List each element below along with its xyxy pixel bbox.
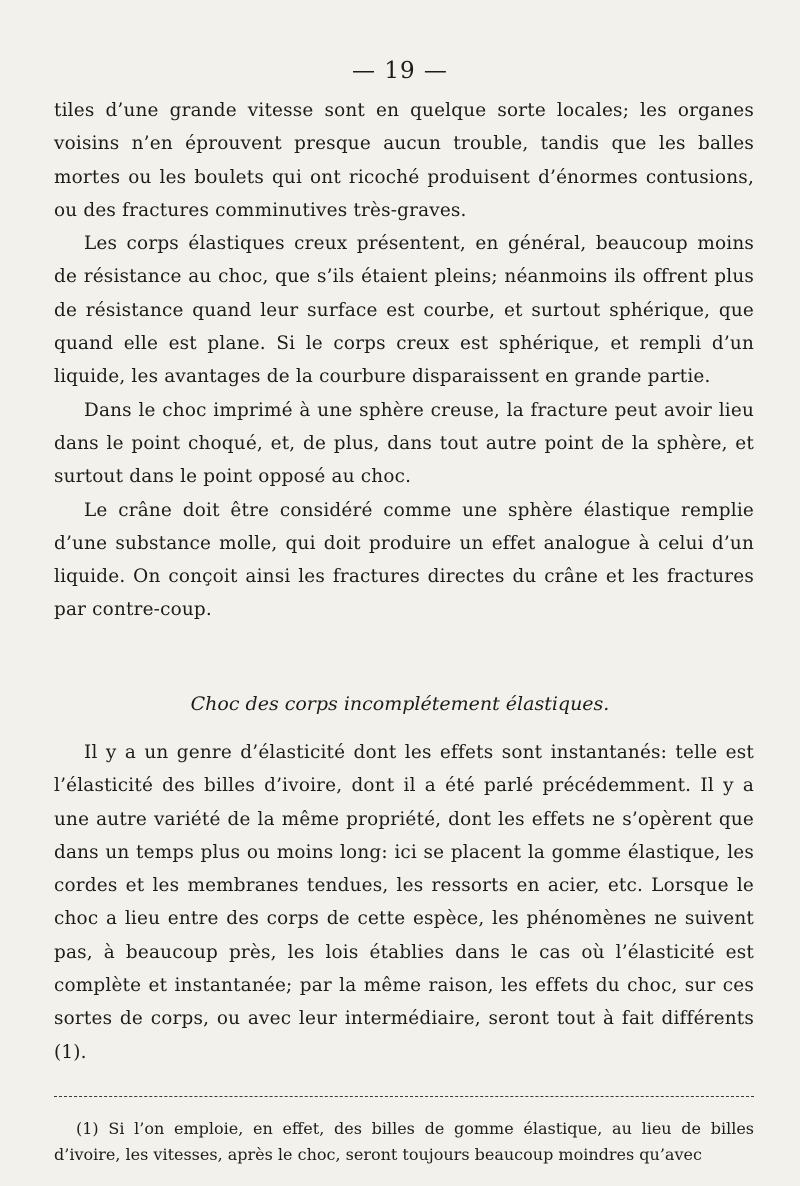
- paragraph-2: Les corps élastiques creux présentent, en général, beaucoup moins de résistance au choc, que s’ils étaient pleins; néanmoins ils offrent plus de résistance quand leur surface est courbe, et surtout sphérique, que quand elle est plane. Si le corps creux est sphérique, et rempli d’un liquide, les avantages de la courbure disparaissent en grande partie.: [54, 233, 754, 388]
- footnote-divider: [54, 1096, 754, 1097]
- paragraph-4: Le crâne doit être considéré comme une sphère élastique remplie d’une substance molle, qui doit produire un effet analogue à celui d’un liquide. On conçoit ainsi les fractures directes du crâne et les fractures par contre-coup.: [54, 499, 754, 621]
- page-number: — 19 —: [352, 58, 448, 84]
- paragraph-5: Il y a un genre d’élasticité dont les effets sont instantanés: telle est l’élasticité des billes d’ivoire, dont il a été parlé précédemment. Il y a une autre variété de la même propriété, dont les effets ne s’opèrent que dans un temps plus ou moins long: ici se placent la gomme élastique, les cordes et les membranes tendues, les ressorts en acier, etc. Lorsque le choc a lieu entre des corps de cette espèce, les phénomènes ne suivent pas, à beaucoup près, les lois établies dans le cas où l’élasticité est complète et instantanée; par la même raison, les effets du choc, sur ces sortes de corps, ou avec leur intermédiaire, seront tout à fait différents (1).: [54, 742, 754, 1063]
- section-heading: Choc des corps incomplétement élastiques.: [190, 693, 610, 715]
- paragraph-1: tiles d’une grande vitesse sont en quelque sorte locales; les organes voisins n’en éprouvent presque aucun trouble, tandis que les balles mortes ou les boulets qui ont ricoché produisent d’énormes contusions, ou des fractures comminutives très-graves.: [54, 100, 754, 221]
- footnote: (1) Si l’on emploie, en effet, des billes de gomme élastique, au lieu de billes d’ivoire, les vitesses, après le choc, seront toujours beaucoup moindres qu’avec: [54, 1119, 754, 1164]
- paragraph-3: Dans le choc imprimé à une sphère creuse, la fracture peut avoir lieu dans le point choqué, et, de plus, dans tout autre point de la sphère, et surtout dans le point opposé au choc.: [54, 399, 754, 488]
- section-text: [54, 736, 754, 1069]
- main-text: [54, 94, 754, 627]
